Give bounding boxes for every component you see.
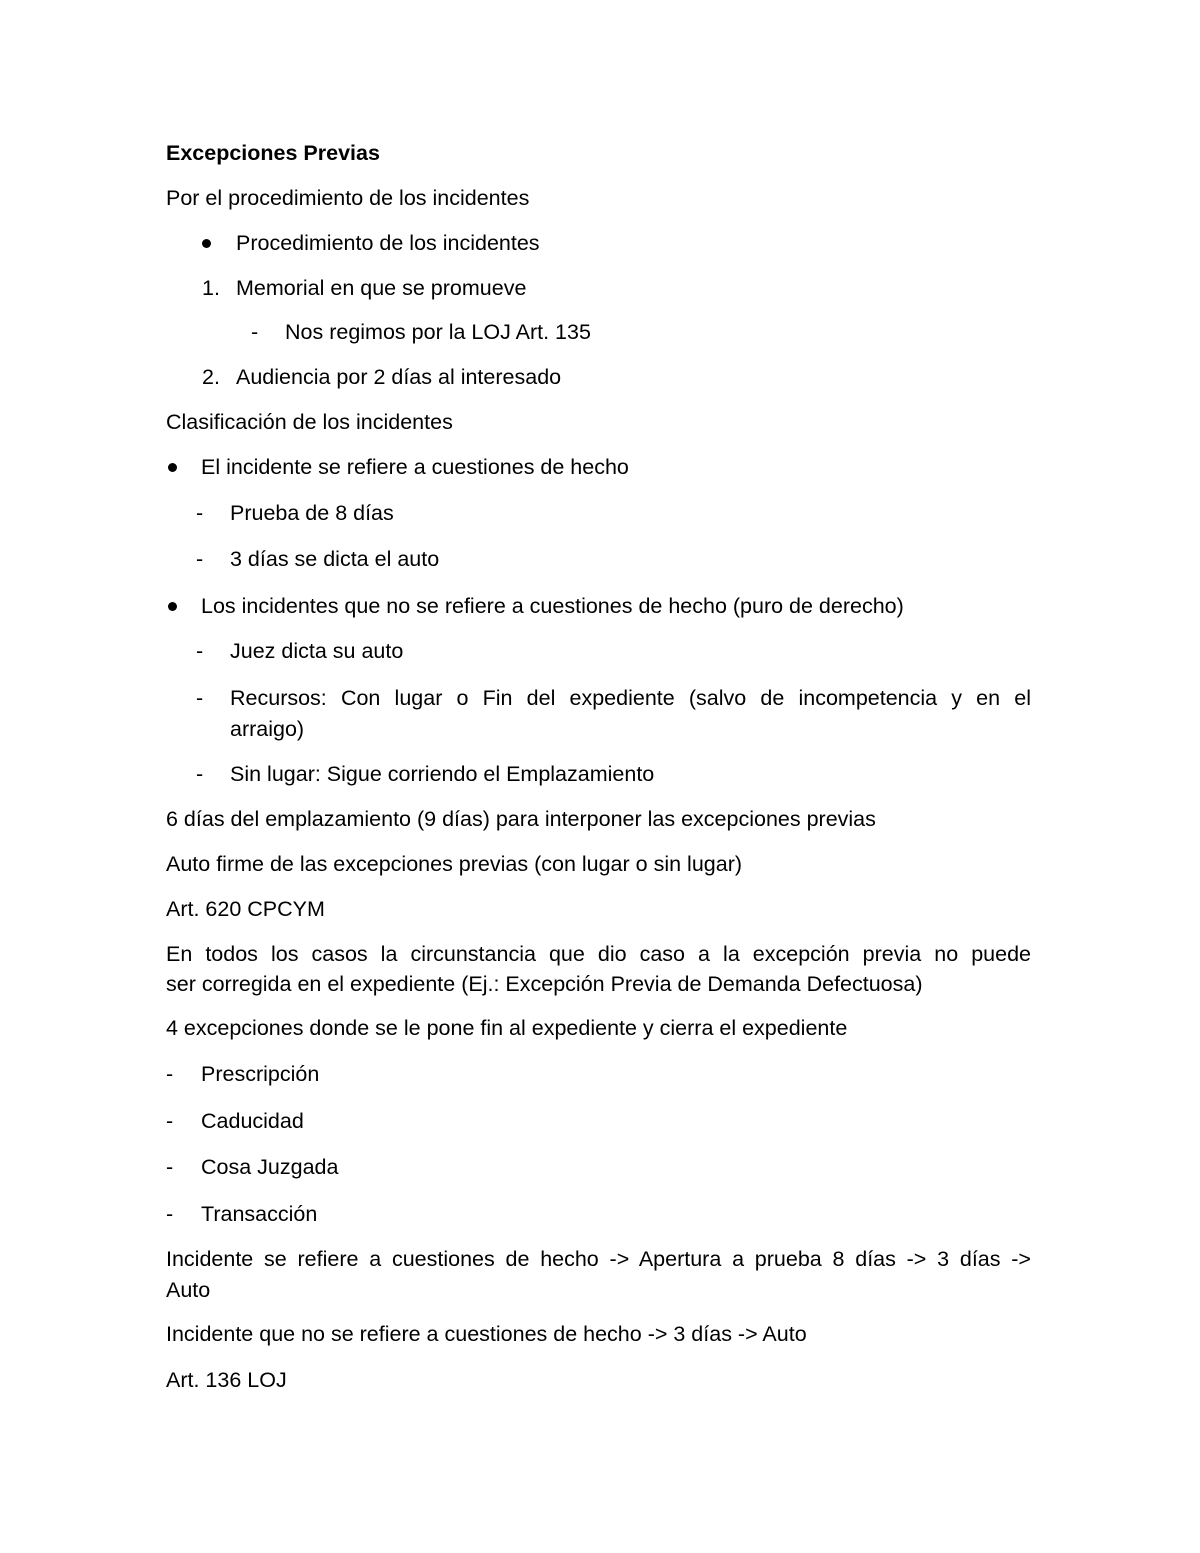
- dash-marker: -: [251, 320, 259, 344]
- bullet-icon: [168, 602, 177, 611]
- list-item: Juez dicta su auto: [230, 639, 404, 663]
- list-item: Prescripción: [201, 1062, 320, 1086]
- list-item: Nos regimos por la LOJ Art. 135: [285, 320, 591, 344]
- list-item-continuation: arraigo): [230, 717, 305, 741]
- paragraph: 4 excepciones donde se le pone fin al expediente y cierra el expediente: [166, 1016, 848, 1040]
- list-item: El incidente se refiere a cuestiones de hecho: [201, 455, 629, 479]
- list-item: Audiencia por 2 días al interesado: [236, 365, 562, 389]
- section-heading: Clasificación de los incidentes: [166, 410, 453, 434]
- list-item: 3 días se dicta el auto: [230, 547, 440, 571]
- bullet-icon: [168, 463, 177, 472]
- dash-marker: -: [196, 501, 204, 525]
- list-item: Recursos: Con lugar o Fin del expediente (salvo de incompetencia y en el: [230, 686, 1031, 710]
- list-item: Sin lugar: Sigue corriendo el Emplazamiento: [230, 762, 655, 786]
- dash-marker: -: [196, 639, 204, 663]
- dash-marker: -: [196, 762, 204, 786]
- document-title: Excepciones Previas: [166, 141, 380, 165]
- paragraph: En todos los casos la circunstancia que dio caso a la excepción previa no puede: [166, 942, 1031, 966]
- list-item: Los incidentes que no se refiere a cuestiones de hecho (puro de derecho): [201, 594, 904, 618]
- list-item: Caducidad: [201, 1109, 304, 1133]
- paragraph: 6 días del emplazamiento (9 días) para interponer las excepciones previas: [166, 807, 876, 831]
- list-item: Cosa Juzgada: [201, 1155, 339, 1179]
- paragraph: Auto firme de las excepciones previas (con lugar o sin lugar): [166, 852, 743, 876]
- dash-marker: -: [166, 1202, 174, 1226]
- paragraph: Art. 136 LOJ: [166, 1368, 287, 1392]
- paragraph: Incidente se refiere a cuestiones de hecho -> Apertura a prueba 8 días -> 3 días ->: [166, 1247, 1031, 1271]
- dash-marker: -: [196, 547, 204, 571]
- dash-marker: -: [196, 686, 204, 710]
- paragraph-continuation: ser corregida en el expediente (Ej.: Excepción Previa de Demanda Defectuosa): [166, 972, 923, 996]
- intro-paragraph: Por el procedimiento de los incidentes: [166, 186, 530, 210]
- list-item: Memorial en que se promueve: [236, 276, 527, 300]
- list-item: Transacción: [201, 1202, 318, 1226]
- list-number: 1.: [202, 276, 220, 300]
- bullet-icon: [202, 239, 211, 248]
- list-item: Procedimiento de los incidentes: [236, 231, 540, 255]
- list-item: Prueba de 8 días: [230, 501, 394, 525]
- dash-marker: -: [166, 1155, 174, 1179]
- dash-marker: -: [166, 1062, 174, 1086]
- list-number: 2.: [202, 365, 220, 389]
- paragraph: Incidente que no se refiere a cuestiones de hecho -> 3 días -> Auto: [166, 1322, 807, 1346]
- paragraph: Art. 620 CPCYM: [166, 897, 325, 921]
- paragraph-continuation: Auto: [166, 1278, 211, 1302]
- dash-marker: -: [166, 1109, 174, 1133]
